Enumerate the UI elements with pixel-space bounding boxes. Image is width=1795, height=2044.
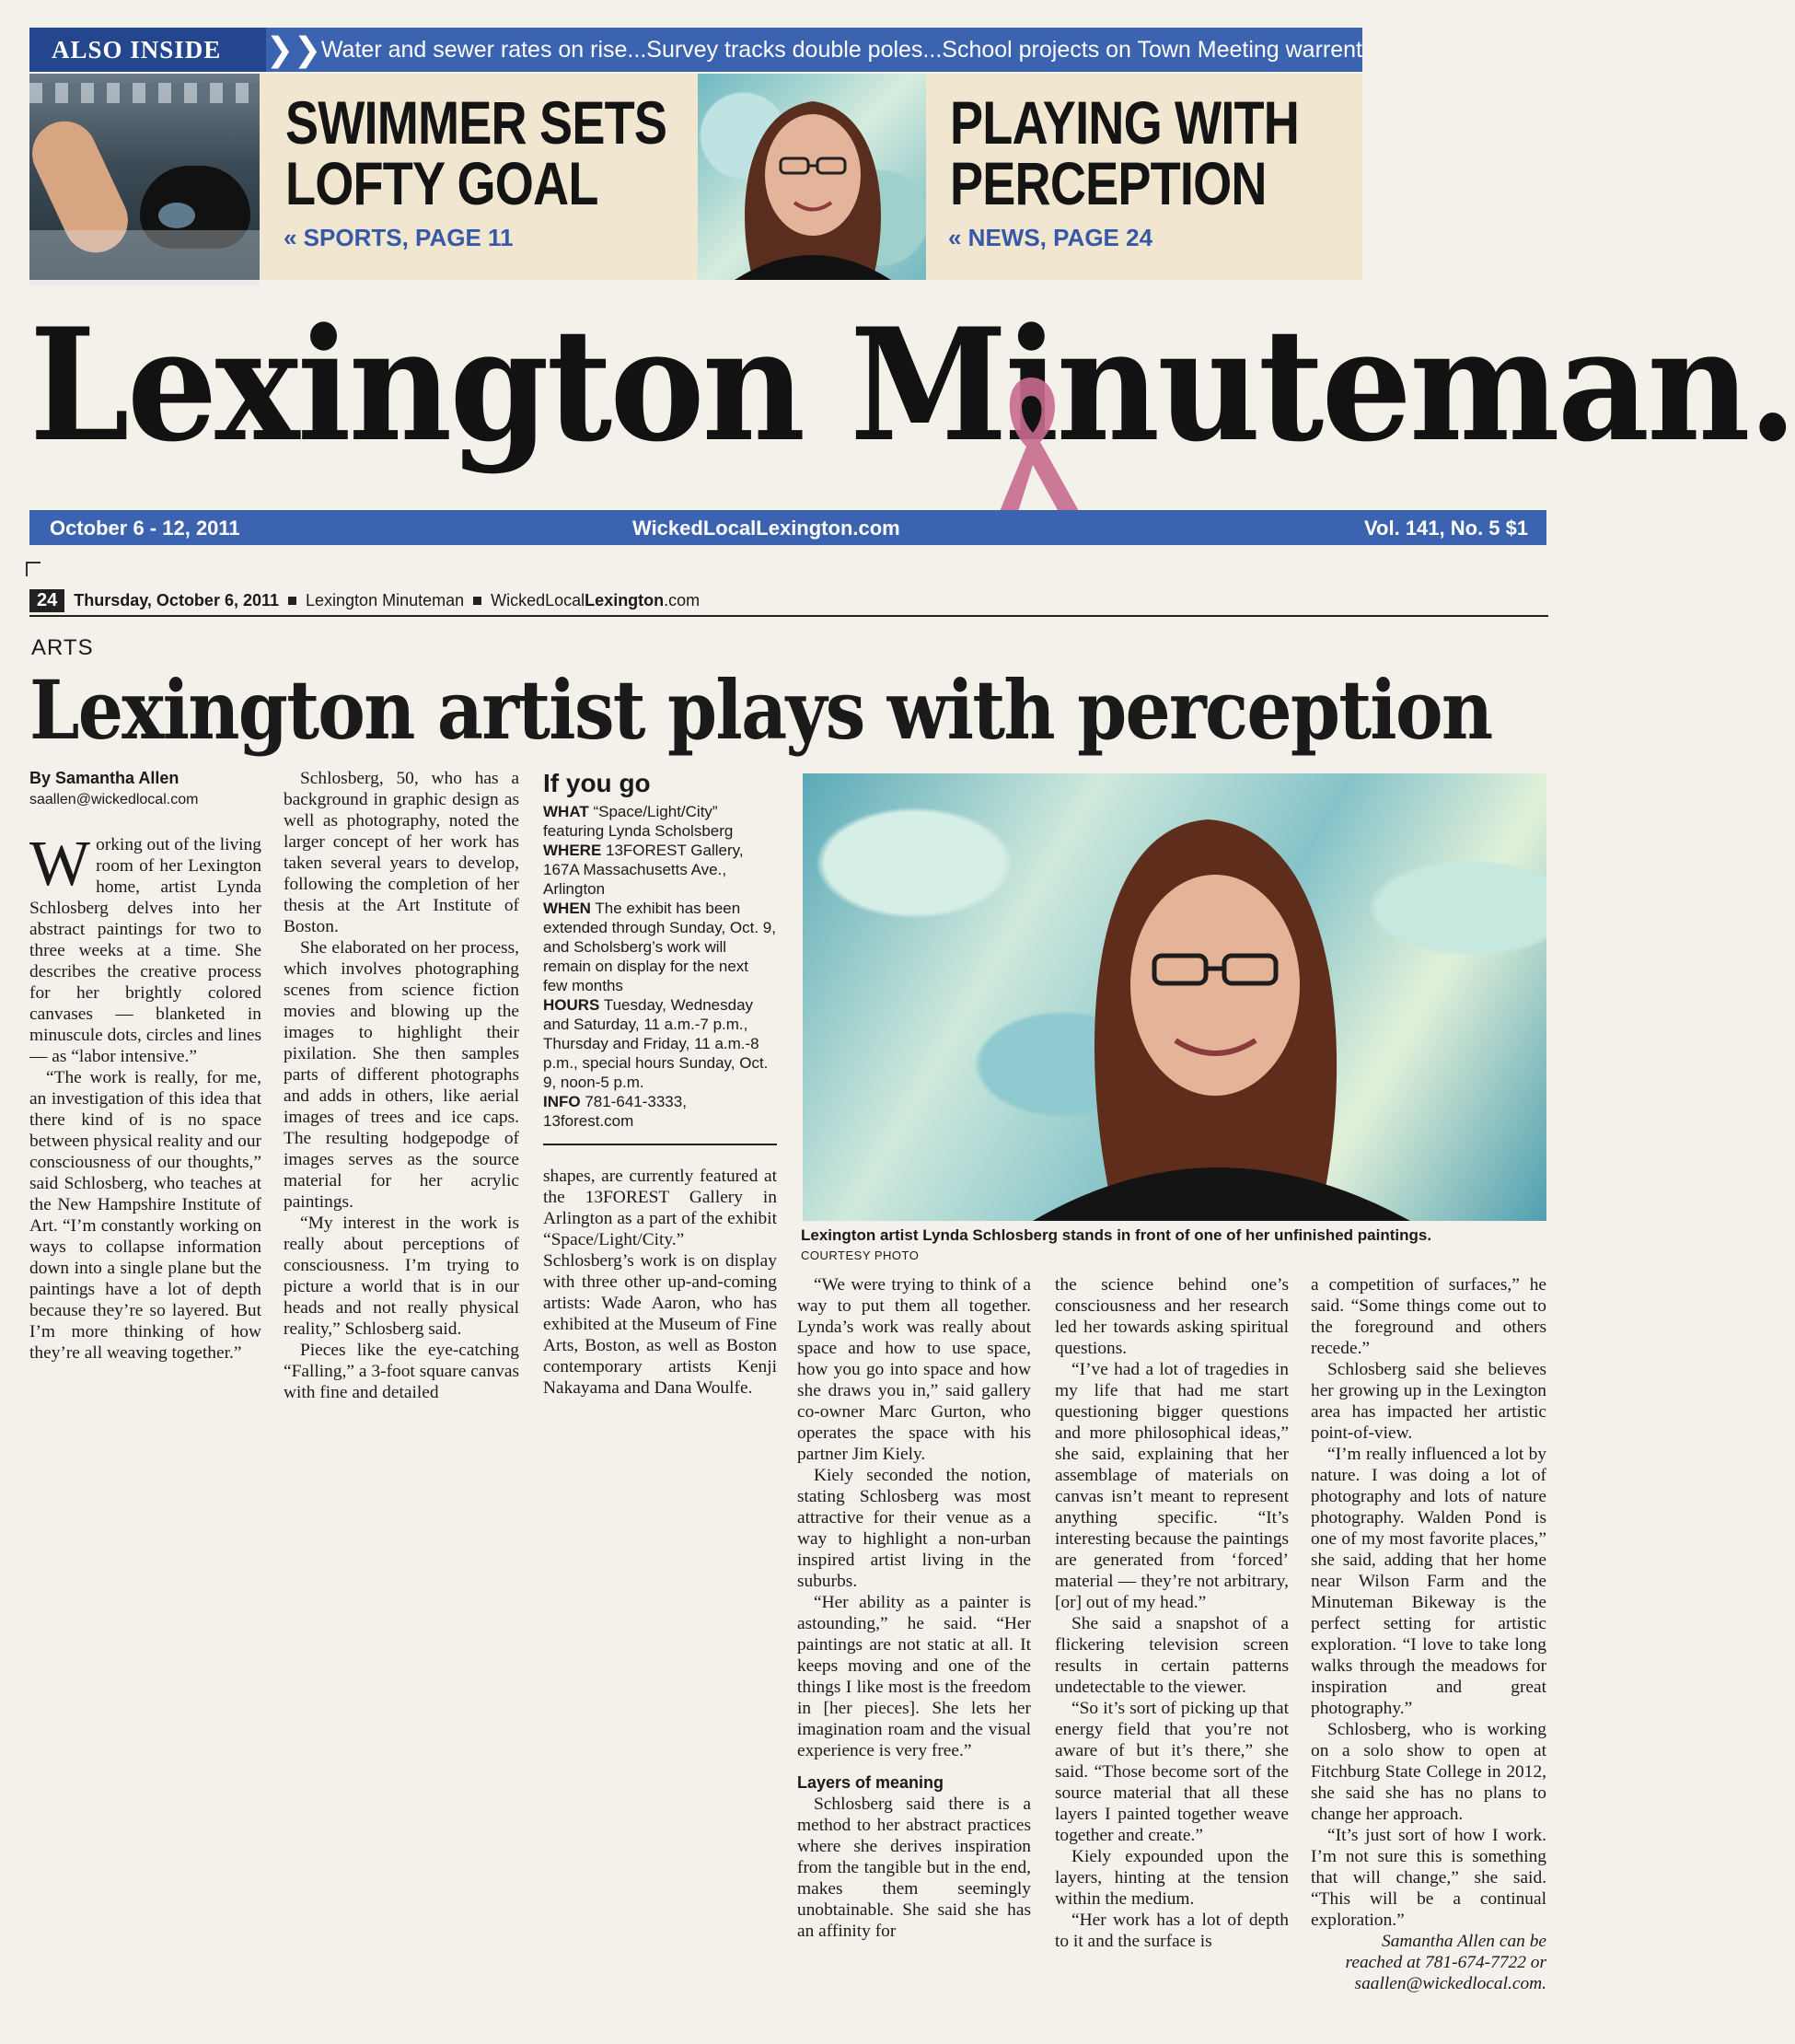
infobox-rule bbox=[543, 1144, 777, 1145]
masthead-date-bar bbox=[29, 510, 1546, 545]
portrait-illustration bbox=[803, 773, 1546, 1221]
infobox-when: WHEN The exhibit has been extended through Sunday, Oct. 9, and Scholsberg’s work will remain on display for the next few months bbox=[543, 900, 776, 994]
paragraph: “We were trying to think of a way to put them all together. Lynda’s work was really about space and how to use space, how you go into space and how she draws you in,” said gallery co-owner Marc Gurton, who operates the space with his partner Jim Kiely. bbox=[797, 1275, 1031, 1464]
article-column-6 bbox=[1311, 1274, 1546, 1994]
infobox-where: WHERE 13FOREST Gallery, 167A Massachusetts Ave., Arlington bbox=[543, 842, 744, 898]
paragraph: the science behind one’s consciousness and her research led her towards asking spiritual questions. bbox=[1055, 1275, 1289, 1358]
separator-square-icon bbox=[288, 597, 296, 605]
volume-price: Vol. 141, No. 5 $1 bbox=[1364, 517, 1529, 540]
paragraph: Working out of the living room of her Lexington home, artist Lynda Schlosberg delves into her abstract paintings for two to three weeks at a time. She describes the creative process for her brightly colored canvases — blanketed in minuscule dots, circles and lines — as “labor intensive.” bbox=[29, 829, 261, 1066]
article-column-4 bbox=[797, 1274, 1031, 1942]
infobox-info: INFO 781-641-3333, 13forest.com bbox=[543, 1093, 687, 1130]
article-headline: Lexington artist plays with perception bbox=[29, 662, 1492, 758]
page-header bbox=[29, 586, 1548, 617]
newspaper-nameplate: Lexington Minuteman. bbox=[29, 294, 1795, 476]
if-you-go-box bbox=[543, 769, 777, 1145]
paragraph: “Her work has a lot of depth to it and the surface is bbox=[1055, 1910, 1289, 1951]
teaser-swimmer-title-2: LOFTY GOAL bbox=[285, 149, 598, 217]
paragraph: “It’s just sort of how I work. I’m not sure this is something that will change,” she said. “This will be a continual exploration.” bbox=[1311, 1826, 1546, 1930]
teaser-swimmer-title-1: SWIMMER SETS bbox=[285, 88, 667, 157]
paragraph: Schlosberg, 50, who has a background in graphic design as well as photography, noted the larger concept of her work has taken several years to develop, following the completion of her thesis at the Art Institute of Boston. bbox=[284, 769, 519, 936]
paragraph: “I’ve had a lot of tragedies in my life that had me start questioning bigger questions and more philosophical ideas,” she said, explaining that her assemblage of materials on canvas isn’t meant to represent anything specific. “It’s interesting because the paintings are generated from ‘forced’ material — they’re not arbitrary, [or] out of my head.” bbox=[1055, 1360, 1289, 1612]
portrait-illustration bbox=[698, 74, 926, 280]
swimmer-photo[interactable] bbox=[29, 74, 260, 280]
article-column-5 bbox=[1055, 1274, 1289, 1952]
separator-square-icon bbox=[473, 597, 481, 605]
paragraph: “Her ability as a painter is astounding,” he said. “Her paintings are not static at all. It keeps moving and one of the things I like most is the freedom in [her pieces]. She lets her imagination roam and the visual experience is very free.” bbox=[797, 1593, 1031, 1760]
byline: By Samantha Allen bbox=[29, 769, 180, 787]
paragraph: She said a snapshot of a flickering television screen results in certain patterns undetectable to the viewer. bbox=[1055, 1614, 1289, 1697]
page-number: 24 bbox=[29, 589, 64, 612]
paragraph: Schlosberg said there is a method to her abstract practices where she derives inspiration from the tangible but in the end, makes them seemingly unobtainable. She said she has an affinity for bbox=[797, 1794, 1031, 1941]
also-inside-bar bbox=[29, 28, 1362, 72]
byline-email[interactable]: saallen@wickedlocal.com bbox=[29, 792, 199, 807]
paragraph: “The work is really, for me, an investigation of this idea that there kind of is no space between physical reality and our consciousness of our thoughts,” said Schlosberg, who teaches at the New Hampshire Institute of Art. “I’m constantly working on ways to collapse information down into a single plane but the paintings have a lot of depth because they’re so layered. But I’m more thinking of how they’re all weaving together.” bbox=[29, 1068, 261, 1363]
page-date: Thursday, October 6, 2011 bbox=[74, 590, 280, 610]
paragraph: “So it’s sort of picking up that energy field that you’re not aware of but it’s there,” she said. “Those become sort of the source material that all these layers I painted together weave together and create.” bbox=[1055, 1699, 1289, 1845]
chevron-right-icon: ❯❯ bbox=[265, 30, 322, 69]
paragraph: Kiely seconded the notion, stating Schlosberg was most attractive for their venue as a way to highlight a non-urban inspired artist living in the suburbs. bbox=[797, 1466, 1031, 1591]
photo-caption: Lexington artist Lynda Schlosberg stands in front of one of her unfinished paintings. bbox=[801, 1226, 1432, 1244]
drop-cap: W bbox=[29, 829, 91, 900]
also-inside-label: ALSO INSIDE bbox=[29, 28, 266, 72]
teaser-perception[interactable] bbox=[950, 88, 1375, 217]
teaser-perception-title-1: PLAYING WITH bbox=[950, 88, 1300, 157]
section-label: ARTS bbox=[31, 635, 94, 660]
paragraph: Schlosberg said she believes her growing up in the Lexington area has impacted her artistic point-of-view. bbox=[1311, 1360, 1546, 1443]
teaser-swimmer-link[interactable]: « SPORTS, PAGE 11 bbox=[284, 224, 514, 251]
crop-mark bbox=[26, 562, 41, 576]
paragraph: She elaborated on her process, which involves photographing scenes from science fiction movies and blowing up the images to highlight their pixilation. She then samples parts of different photographs and adds in others, like aerial images of trees and ice caps. The resulting hodgepodge of images serves as the source material for her acrylic paintings. bbox=[284, 938, 519, 1212]
article-column-2 bbox=[284, 768, 519, 1403]
paragraph: Pieces like the eye-catching “Falling,” a 3-foot square canvas with fine and detailed bbox=[284, 1341, 519, 1402]
author-signoff: Samantha Allen can be reached at 781-674-7722 or saallen@wickedlocal.com. bbox=[1345, 1932, 1546, 1993]
infobox-hours: HOURS Tuesday, Wednesday and Saturday, 11 a.m.-7 p.m., Thursday and Friday, 11 a.m.-8 p.m., special hours Sunday, Oct. 9, noon-5 p.m. bbox=[543, 996, 769, 1091]
page-paper-name: Lexington Minuteman bbox=[306, 590, 465, 610]
infobox-title: If you go bbox=[543, 769, 651, 797]
issue-date-range: October 6 - 12, 2011 bbox=[50, 517, 240, 540]
teaser-perception-link[interactable]: « NEWS, PAGE 24 bbox=[948, 224, 1153, 251]
paragraph: Schlosberg, who is working on a solo show to open at Fitchburg State College in 2012, she said she has no plans to change her approach. bbox=[1311, 1720, 1546, 1824]
also-inside-items[interactable]: Water and sewer rates on rise...Survey tracks double poles...School projects on Town Meeting warrent bbox=[320, 36, 1362, 63]
photo-credit: COURTESY PHOTO bbox=[801, 1248, 920, 1262]
artist-photo[interactable] bbox=[803, 773, 1546, 1221]
subhead-layers: Layers of meaning bbox=[797, 1773, 944, 1792]
paragraph: a competition of surfaces,” he said. “Some things come out to the foreground and others recede.” bbox=[1311, 1275, 1546, 1358]
article-column-3 bbox=[543, 1166, 777, 1399]
teaser-perception-title-2: PERCEPTION bbox=[950, 149, 1267, 217]
website-link[interactable]: WickedLocalLexington.com bbox=[632, 517, 900, 540]
artist-thumb-photo[interactable] bbox=[698, 74, 926, 280]
paragraph: Kiely expounded upon the layers, hinting at the tension within the medium. bbox=[1055, 1847, 1289, 1909]
paragraph: “I’m really influenced a lot by nature. I was doing a lot of photography and lots of nature photography. Walden Pond is one of my most favorite places,” she said, adding that her home near Wilson Farm and the Minuteman Bikeway is the perfect setting for artistic exploration. “I love to take long walks through the meadows for inspiration and great photography.” bbox=[1311, 1445, 1546, 1718]
infobox-what: WHAT “Space/Light/City” featuring Lynda Scholsberg bbox=[543, 803, 734, 840]
page-site[interactable]: WickedLocalLexington.com bbox=[491, 590, 701, 610]
article-column-1 bbox=[29, 768, 261, 1364]
teaser-swimmer[interactable] bbox=[285, 88, 750, 217]
paragraph: shapes, are currently featured at the 13FOREST Gallery in Arlington as a part of the exhibit “Space/Light/City.” Schlosberg’s work is on display with three other up-and-coming artists: Wade Aaron, who has exhibited at the Museum of Fine Arts, Boston, as well as Boston contemporary artists Kenji Nakayama and Dana Woulfe. bbox=[543, 1167, 777, 1398]
awareness-ribbon-icon bbox=[976, 368, 1086, 534]
paragraph: “My interest in the work is really about perceptions of consciousness. I’m trying to picture a world that is in our heads and not really physical reality,” Schlosberg said. bbox=[284, 1214, 519, 1339]
